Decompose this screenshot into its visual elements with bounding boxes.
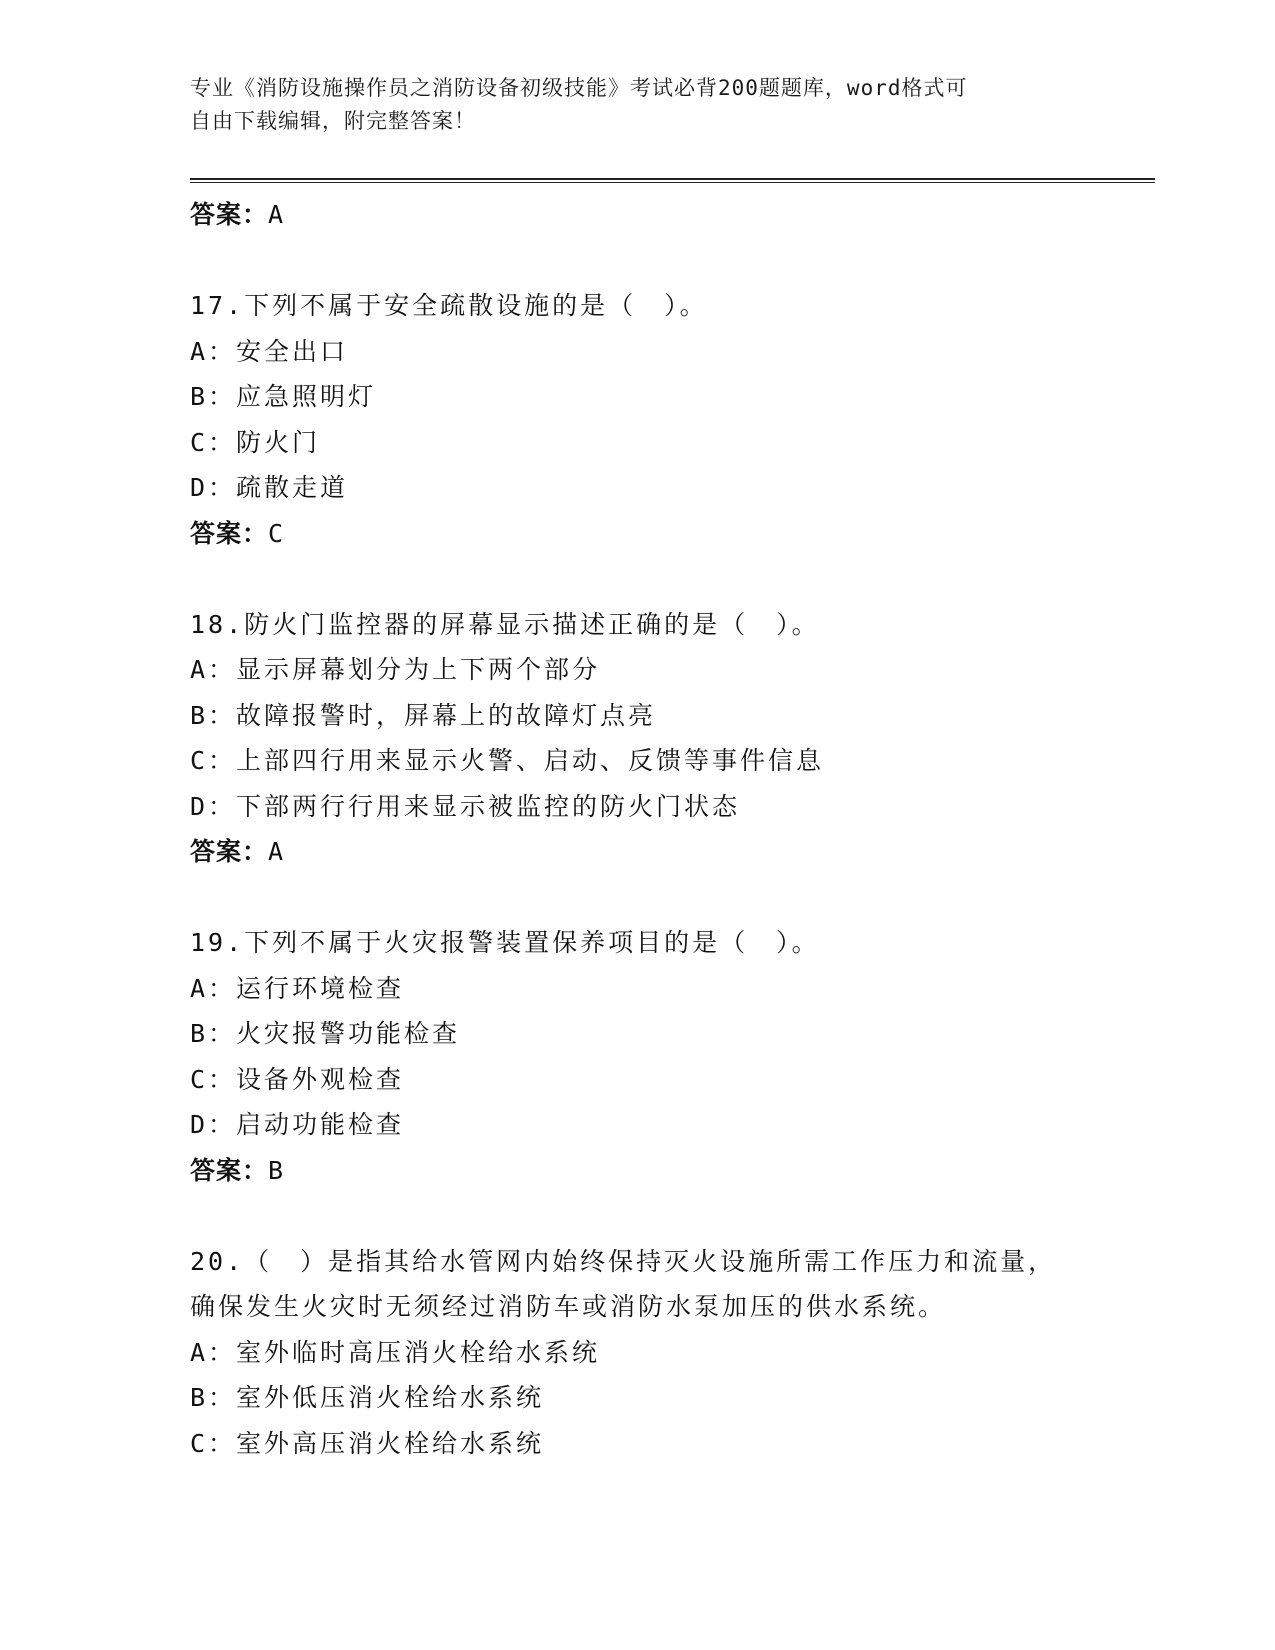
question-stem: 19.下列不属于火灾报警装置保养项目的是（ ）。 — [190, 928, 820, 957]
spacer — [190, 556, 1155, 602]
option-b: B：火灾报警功能检查 — [190, 1019, 461, 1048]
document-header — [190, 72, 1090, 138]
header-divider — [190, 178, 1155, 183]
answer-value: A — [268, 200, 285, 229]
answer-line — [190, 829, 1155, 875]
option-c: C：防火门 — [190, 427, 321, 457]
question-stem: 18.防火门监控器的屏幕显示描述正确的是（ ）。 — [190, 609, 820, 639]
option-d: D：下部两行行用来显示被监控的防火门状态 — [190, 791, 741, 821]
answer-value: C — [268, 518, 285, 548]
option-a: A：室外临时高压消火栓给水系统 — [190, 1337, 601, 1367]
option-c: C：室外高压消火栓给水系统 — [190, 1428, 545, 1458]
question-stem-line-1: 20.（ ）是指其给水管网内始终保持灭火设施所需工作压力和流量， — [190, 1246, 1057, 1276]
spacer — [190, 238, 1155, 284]
option-b: B：应急照明灯 — [190, 382, 377, 411]
option-a: A：显示屏幕划分为上下两个部分 — [190, 655, 601, 684]
option-a: A：运行环境检查 — [190, 973, 405, 1003]
answer-line — [190, 1148, 1155, 1194]
answer-value: B — [268, 1155, 285, 1185]
question-stem: 17.下列不属于安全疏散设施的是（ ）。 — [190, 291, 708, 320]
answer-label: 答案： — [190, 837, 269, 866]
spacer — [190, 875, 1155, 921]
spacer — [190, 1193, 1155, 1239]
option-c: C：上部四行用来显示火警、启动、反馈等事件信息 — [190, 746, 825, 775]
question-block — [190, 920, 1155, 1193]
question-block — [190, 602, 1155, 875]
option-b: B：室外低压消火栓给水系统 — [190, 1383, 545, 1412]
answer-label: 答案： — [190, 200, 269, 229]
answer-value: A — [268, 837, 285, 866]
question-stem-line-2: 确保发生火灾时无须经过消防车或消防水泵加压的供水系统。 — [190, 1292, 947, 1321]
option-c: C：设备外观检查 — [190, 1064, 405, 1094]
question-block — [190, 283, 1155, 556]
answer-line — [190, 192, 1155, 238]
option-a: A：安全出口 — [190, 336, 349, 366]
option-b: B：故障报警时，屏幕上的故障灯点亮 — [190, 700, 657, 730]
answer-line — [190, 511, 1155, 557]
answer-label: 答案： — [190, 518, 269, 548]
option-d: D：启动功能检查 — [190, 1110, 405, 1139]
header-line-2: 自由下载编辑，附完整答案！ — [190, 109, 476, 133]
header-line-1: 专业《消防设施操作员之消防设备初级技能》考试必背200题题库，word格式可 — [190, 76, 968, 100]
option-d: D：疏散走道 — [190, 473, 349, 502]
question-block — [190, 1239, 1155, 1467]
question-list — [190, 192, 1155, 1466]
answer-label: 答案： — [190, 1155, 269, 1185]
